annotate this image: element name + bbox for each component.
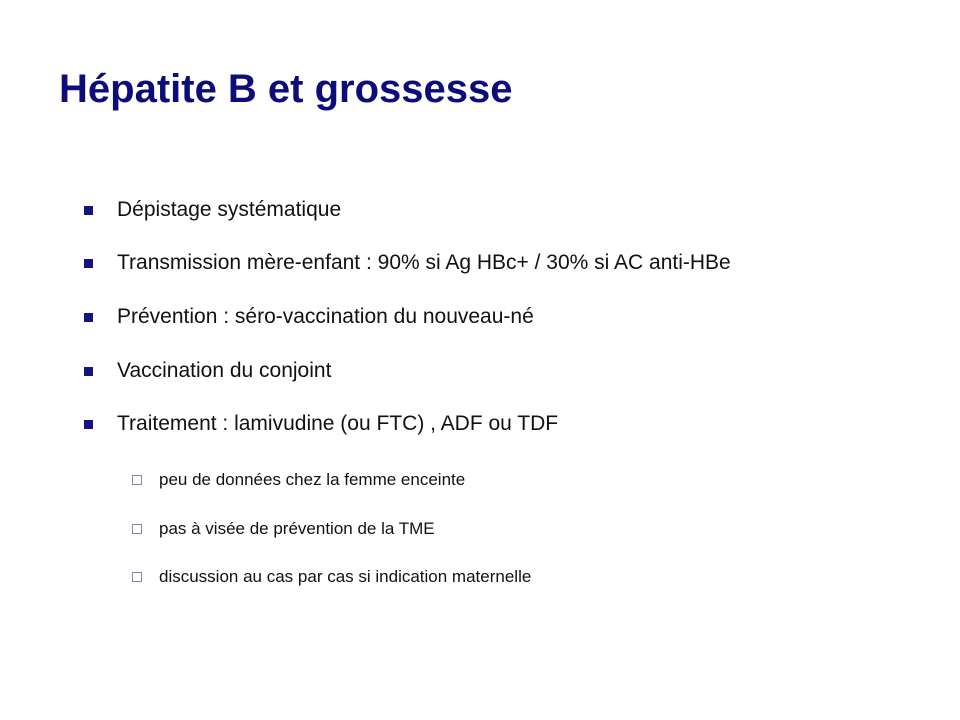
filled-square-bullet-icon <box>84 420 93 429</box>
bullet-text: Dépistage systématique <box>117 198 342 221</box>
bullet-text: Prévention : séro-vaccination du nouveau-né <box>117 305 534 328</box>
hollow-square-bullet-icon <box>132 572 142 582</box>
sub-bullet-item <box>132 518 435 540</box>
filled-square-bullet-icon <box>84 206 93 215</box>
filled-square-bullet-icon <box>84 367 93 376</box>
sub-bullet-item <box>132 469 465 491</box>
slide-title: Hépatite B et grossesse <box>59 67 513 111</box>
bullet-item <box>84 197 341 223</box>
bullet-text: Traitement : lamivudine (ou FTC) , ADF ou TDF <box>117 412 559 435</box>
bullet-item <box>84 358 331 384</box>
bullet-item <box>84 411 558 437</box>
sub-bullet-item <box>132 566 531 588</box>
bullet-item <box>84 250 731 276</box>
sub-bullet-text: pas à visée de prévention de la TME <box>159 519 435 538</box>
bullet-text: Vaccination du conjoint <box>117 359 332 382</box>
sub-bullet-text: peu de données chez la femme enceinte <box>159 470 466 489</box>
hollow-square-bullet-icon <box>132 475 142 485</box>
bullet-text: Transmission mère-enfant : 90% si Ag HBc+ / 30% si AC anti-HBe <box>117 251 731 274</box>
bullet-item <box>84 304 534 330</box>
hollow-square-bullet-icon <box>132 524 142 534</box>
filled-square-bullet-icon <box>84 259 93 268</box>
filled-square-bullet-icon <box>84 313 93 322</box>
sub-bullet-text: discussion au cas par cas si indication maternelle <box>159 567 532 586</box>
